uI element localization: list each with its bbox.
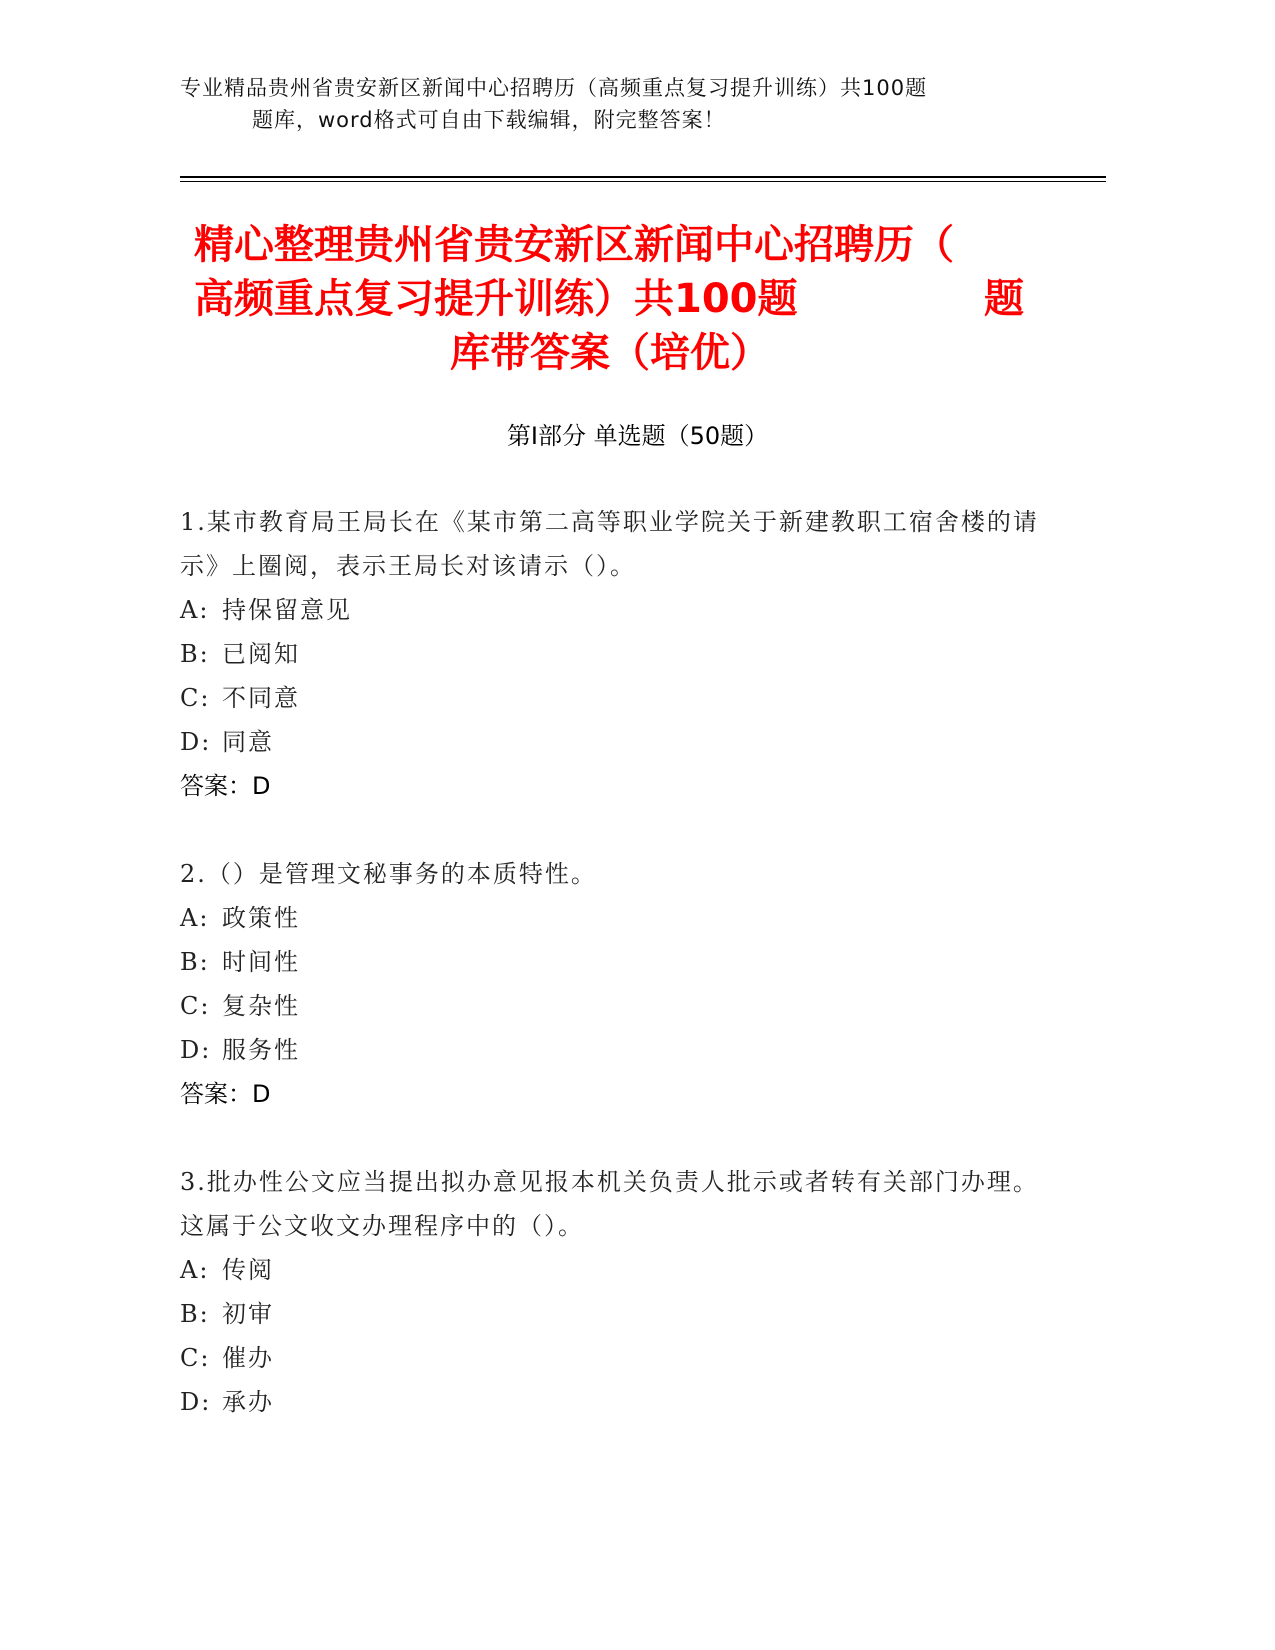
option-letter: C: [180, 684, 211, 712]
question-stem: 1.某市教育局王局长在《某市第二高等职业学院关于新建教职工宿舍楼的请示》上圈阅，表示王局长对该请示（）。 [180, 508, 1039, 580]
title-line-3: 库带答案（培优） [450, 330, 770, 376]
option-letter: A: [180, 904, 210, 932]
option-b [180, 1292, 1040, 1336]
option-c [180, 676, 1040, 720]
option-c [180, 1336, 1040, 1380]
option-text: 承办 [222, 1388, 274, 1416]
option-b [180, 632, 1040, 676]
title-line-2 [180, 272, 1024, 326]
option-d [180, 720, 1040, 764]
option-text: 服务性 [222, 1036, 300, 1064]
option-letter: D: [180, 1388, 212, 1416]
question-list [180, 500, 1040, 1468]
option-a [180, 1248, 1040, 1292]
option-letter: C: [180, 992, 211, 1020]
option-letter: A: [180, 1256, 210, 1284]
option-letter: C: [180, 1344, 211, 1372]
answer-line: 答案：D [180, 772, 271, 800]
option-d [180, 1028, 1040, 1072]
page-header [180, 72, 1030, 136]
option-letter: B: [180, 1300, 210, 1328]
option-text: 复杂性 [222, 992, 300, 1020]
header-rule-thick [180, 176, 1106, 178]
option-text: 持保留意见 [222, 596, 352, 624]
header-rule-thin [180, 181, 1106, 182]
question-1 [180, 500, 1040, 808]
title-line-1: 精心整理贵州省贵安新区新闻中心招聘历（ [194, 222, 954, 268]
option-letter: D: [180, 1036, 212, 1064]
option-text: 传阅 [222, 1256, 274, 1284]
option-a [180, 588, 1040, 632]
title-line-2-end: 题 [984, 276, 1024, 322]
section-heading: 第Ⅰ部分 单选题（50题） [506, 422, 769, 450]
option-a [180, 896, 1040, 940]
header-line-2: 题库，word格式可自由下载编辑，附完整答案！ [252, 108, 726, 132]
question-3 [180, 1160, 1040, 1424]
option-text: 时间性 [222, 948, 300, 976]
question-stem: 2.（）是管理文秘事务的本质特性。 [180, 860, 597, 888]
option-letter: B: [180, 640, 210, 668]
answer-line: 答案：D [180, 1080, 271, 1108]
option-text: 已阅知 [222, 640, 300, 668]
option-letter: D: [180, 728, 212, 756]
option-text: 催办 [222, 1344, 274, 1372]
document-title [180, 218, 1040, 380]
header-line-1: 专业精品贵州省贵安新区新闻中心招聘历（高频重点复习提升训练）共100题 [180, 76, 928, 100]
option-d [180, 1380, 1040, 1424]
option-letter: B: [180, 948, 210, 976]
question-2 [180, 852, 1040, 1116]
option-text: 不同意 [222, 684, 300, 712]
option-letter: A: [180, 596, 210, 624]
option-b [180, 940, 1040, 984]
option-text: 同意 [222, 728, 274, 756]
title-line-2-main: 高频重点复习提升训练）共100题 [194, 276, 798, 322]
option-text: 初审 [222, 1300, 274, 1328]
option-c [180, 984, 1040, 1028]
question-stem: 3.批办性公文应当提出拟办意见报本机关负责人批示或者转有关部门办理。这属于公文收文办理程序中的（）。 [180, 1168, 1039, 1240]
option-text: 政策性 [222, 904, 300, 932]
